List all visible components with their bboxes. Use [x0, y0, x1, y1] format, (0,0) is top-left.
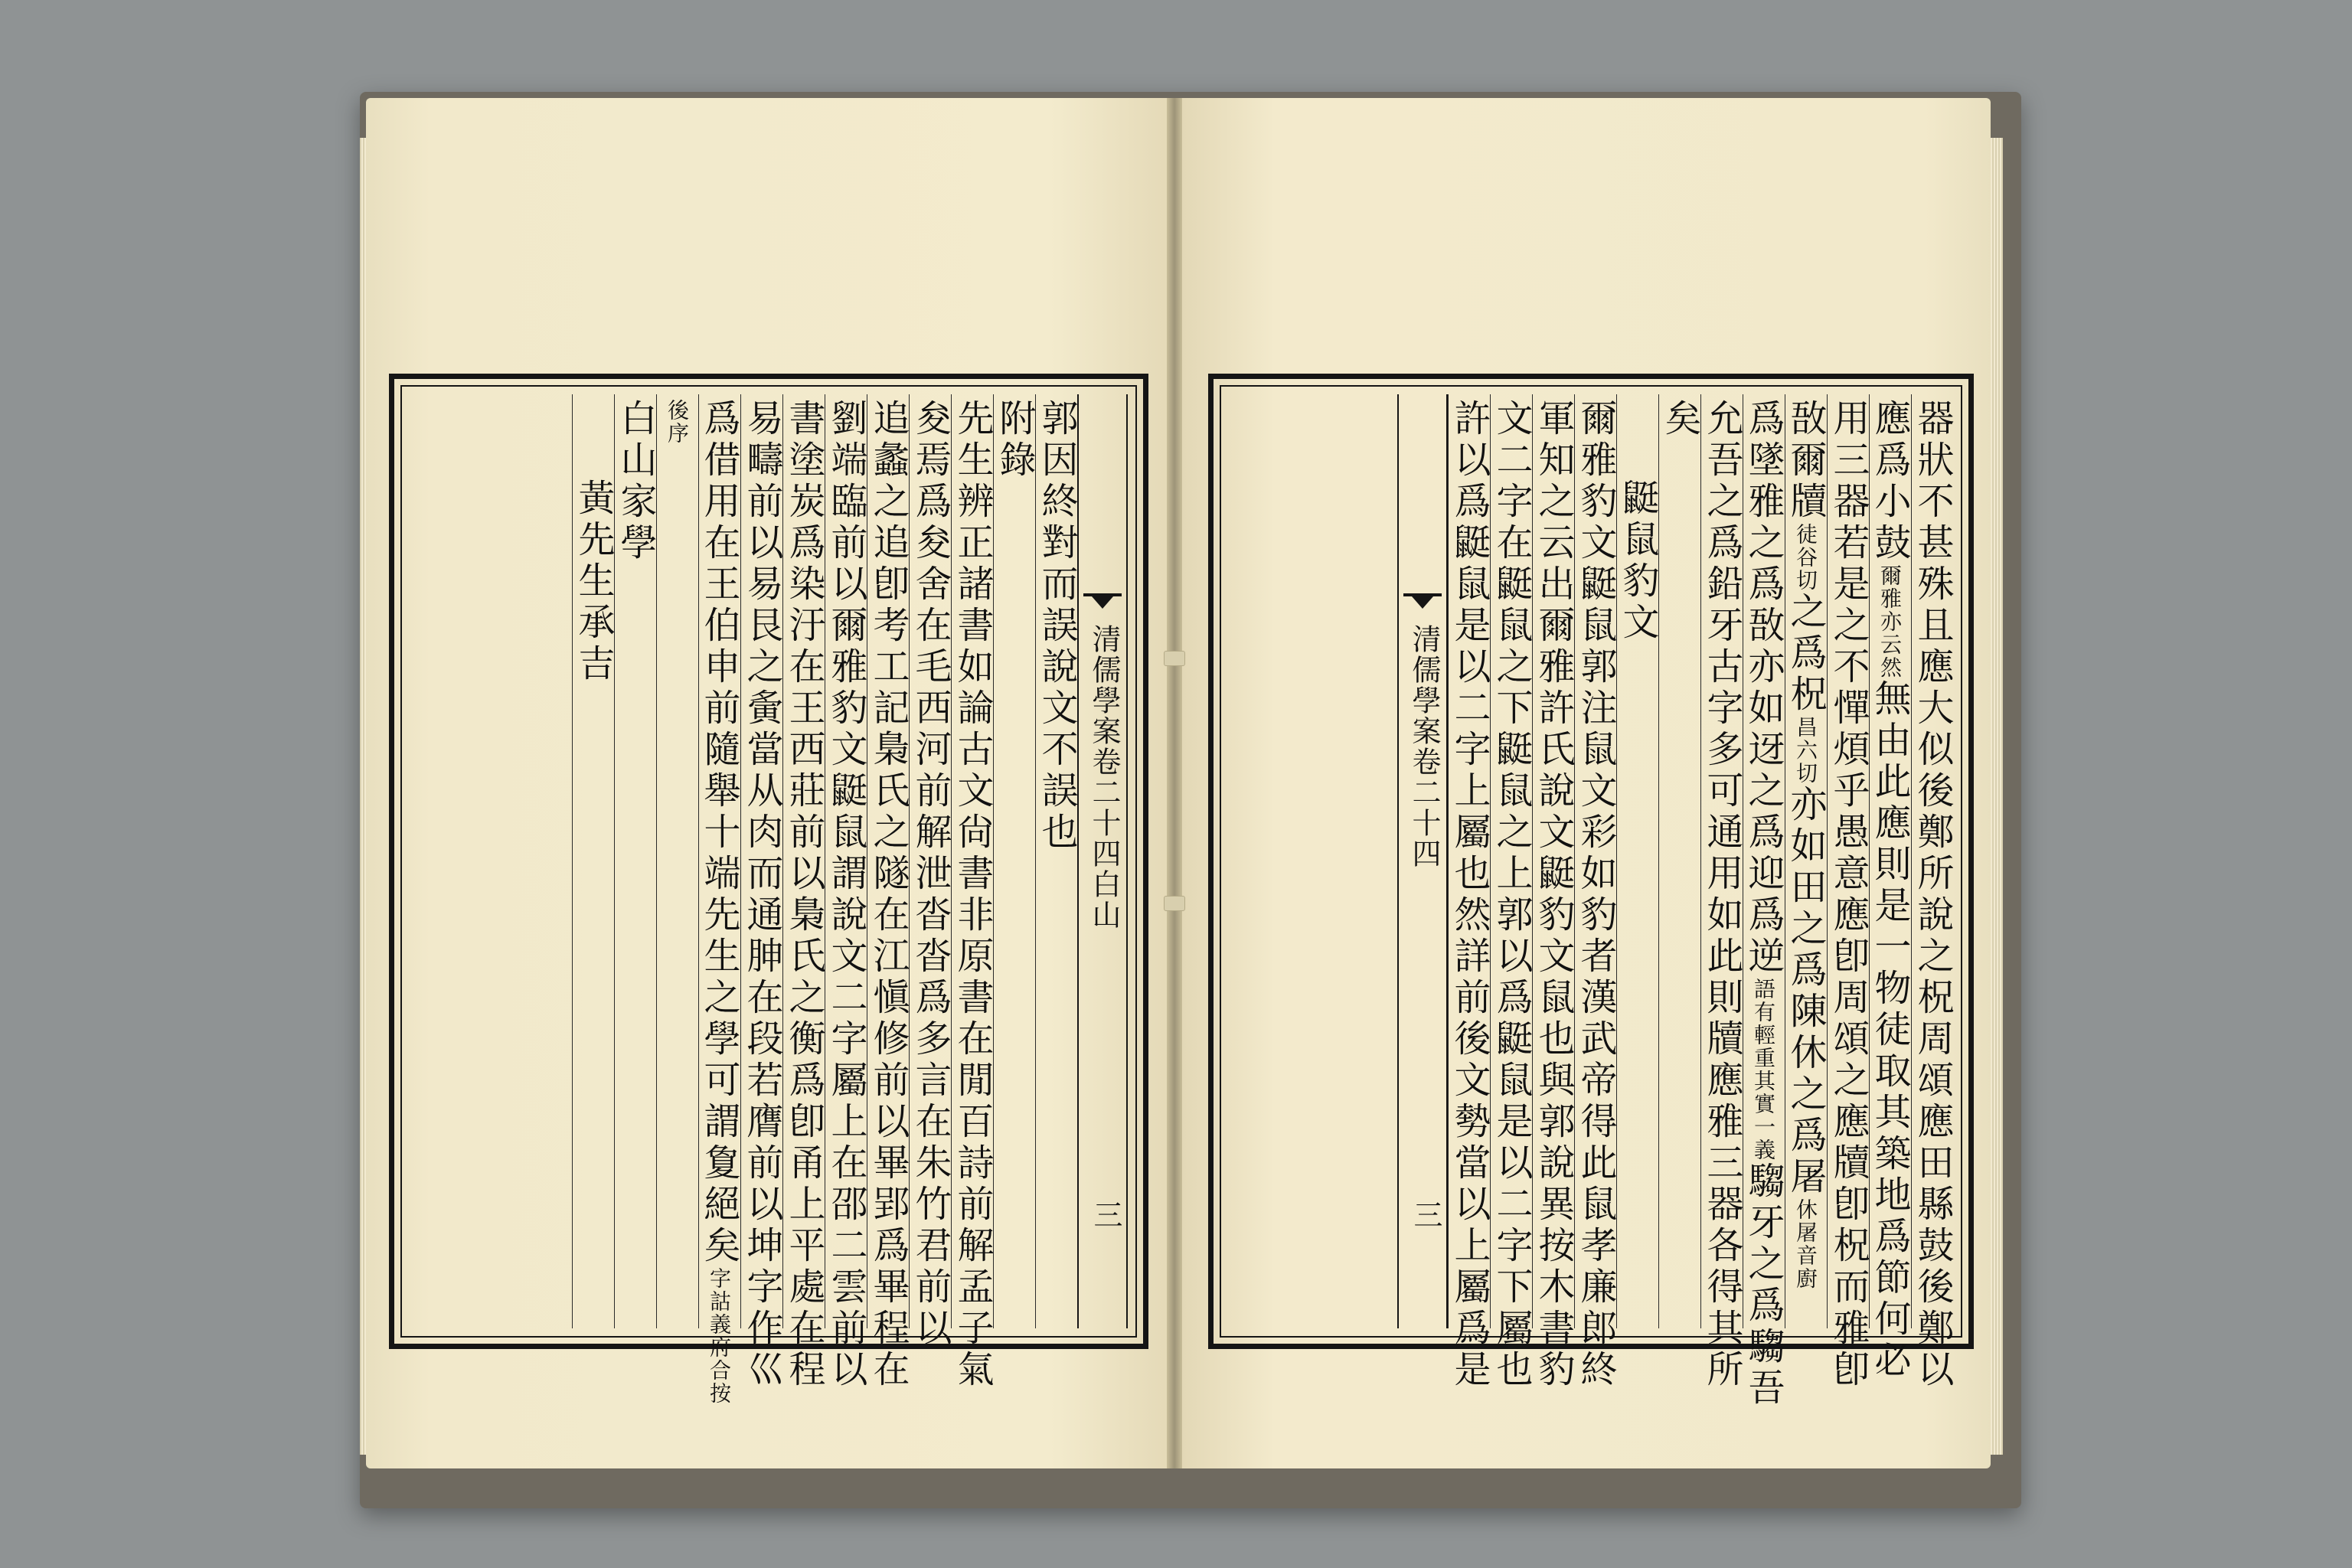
- column-text: 爲借用在王伯申前隨舉十端先生之學可謂夐絕矣: [697, 399, 740, 1267]
- binding-thread: [1164, 651, 1185, 666]
- column-text: 鼮鼠豹文: [1616, 479, 1659, 644]
- text-column: [1827, 394, 1870, 1391]
- page-number: 三: [1089, 1200, 1122, 1229]
- text-column: [909, 394, 952, 1350]
- right-frame-inner: [1220, 385, 1962, 1410]
- column-text: 應爲小鼓: [1868, 399, 1911, 564]
- text-column: [1785, 394, 1827, 1328]
- text-column: [951, 394, 994, 1391]
- text-column: [782, 394, 825, 1391]
- text-column: [1035, 394, 1077, 1328]
- text-column: [993, 394, 1035, 1328]
- column-text: 文二字在鼮鼠之下鼮鼠之上郭以爲鼮鼠是以二字下屬也: [1490, 399, 1533, 1391]
- interlinear-note: 爾雅亦云然: [1877, 564, 1903, 679]
- column-text: 劉端臨前以爾雅豹文鼮鼠謂說文二字屬上在邵二雲前以: [825, 399, 867, 1391]
- column-text: 無由此應則是一物徒取其築地爲節何必: [1868, 679, 1911, 1382]
- interlinear-note: 字詁義府合按: [707, 1267, 732, 1405]
- page-number: 三: [1409, 1200, 1442, 1229]
- fishtail-mark: [1403, 593, 1442, 616]
- column-text: 軍知之云出爾雅許氏說文鼮豹文鼠也與郭說異按木書豹: [1532, 399, 1575, 1391]
- right-text-frame: [1208, 374, 1974, 1410]
- column-text: 郭因終對而誤說文不誤也: [1035, 399, 1078, 854]
- interlinear-note: 休屠音廚: [1793, 1198, 1818, 1290]
- banxin-title: 清儒學案卷二十四: [1407, 624, 1441, 869]
- column-text: 先生辨正諸書如論古文尙書非原書在閒百詩前解孟子氣: [951, 399, 994, 1391]
- column-text: 亦如田之爲陳休之爲屠: [1784, 785, 1827, 1198]
- text-column: [1532, 394, 1575, 1391]
- column-text: 騶牙之爲騶吾: [1742, 1161, 1785, 1410]
- column-text: 用三器若是之不憚煩乎愚意應卽周頌之應牘卽柷而雅卽: [1827, 399, 1870, 1391]
- left-text-columns: [410, 394, 1128, 1405]
- column-text: 白山家學: [614, 399, 657, 564]
- text-column: [1700, 394, 1743, 1391]
- left-frame-inner: [400, 385, 1137, 1405]
- banxin-center-strip: [1077, 394, 1128, 1328]
- book-gutter: [1167, 98, 1182, 1468]
- fishtail-mark: [1083, 593, 1122, 616]
- text-column: [1911, 394, 1954, 1391]
- column-text: 之爲柷: [1784, 592, 1827, 716]
- interlinear-note: 昌六切: [1793, 716, 1818, 785]
- interlinear-note: 後序: [665, 399, 690, 445]
- column-text: 允吾之爲鉛牙古字多可通用如此則牘應雅三器各得其所: [1700, 399, 1743, 1391]
- text-column: [1658, 394, 1700, 1328]
- text-column: [740, 394, 783, 1391]
- text-column: [1742, 394, 1785, 1410]
- column-text: 附錄: [993, 399, 1036, 482]
- column-text: 器狀不甚殊且應大似後鄭所說之柷周頌應田縣鼓後鄭以: [1911, 399, 1954, 1391]
- text-column: [697, 394, 740, 1405]
- left-text-frame: [389, 374, 1148, 1405]
- interlinear-note: 語有輕重其實一義: [1751, 978, 1776, 1161]
- text-column: [1490, 394, 1533, 1391]
- text-column: [656, 394, 698, 1328]
- column-text: 敔爾牘: [1784, 399, 1827, 523]
- text-column: [825, 394, 867, 1391]
- text-column: [1574, 394, 1617, 1391]
- column-text: 爲墜雅之爲敔亦如迓之爲迎爲逆: [1742, 399, 1785, 978]
- text-column: [1616, 394, 1658, 1328]
- column-text: 易疇前以易艮之夤當从肉而通胂在段若膺前以坤字作巛: [740, 399, 783, 1391]
- column-text: 書塗炭爲染汙在王西莊前以梟氏之衡爲卽甬上平處在程: [782, 399, 825, 1391]
- text-column: [614, 394, 656, 1328]
- column-text: 爾雅豹文鼮鼠郭注鼠文彩如豹者漢武帝得此鼠孝廉郎終: [1574, 399, 1617, 1391]
- text-column: [1868, 394, 1911, 1382]
- binding-thread: [1164, 896, 1185, 911]
- banxin-title: 清儒學案卷二十四白山: [1087, 624, 1121, 930]
- banxin-center-strip: [1397, 394, 1448, 1328]
- text-column: [867, 394, 910, 1391]
- column-text: 矣: [1658, 399, 1701, 440]
- text-column: [1448, 394, 1491, 1391]
- column-text: 追蠡之追卽考工記梟氏之隧在江愼修前以畢郢爲畢程在: [867, 399, 910, 1391]
- interlinear-note: 徒谷切: [1793, 523, 1818, 592]
- right-text-columns: [1229, 394, 1954, 1410]
- column-text: 夋焉爲夋舍在毛西河前解泄沓沓爲多言在朱竹君前以: [909, 399, 952, 1350]
- column-text: 黃先生承吉: [572, 479, 615, 685]
- text-column: [572, 394, 614, 1328]
- column-text: 許以爲鼮鼠是以二字上屬也然詳前後文勢當以上屬爲是: [1448, 399, 1491, 1391]
